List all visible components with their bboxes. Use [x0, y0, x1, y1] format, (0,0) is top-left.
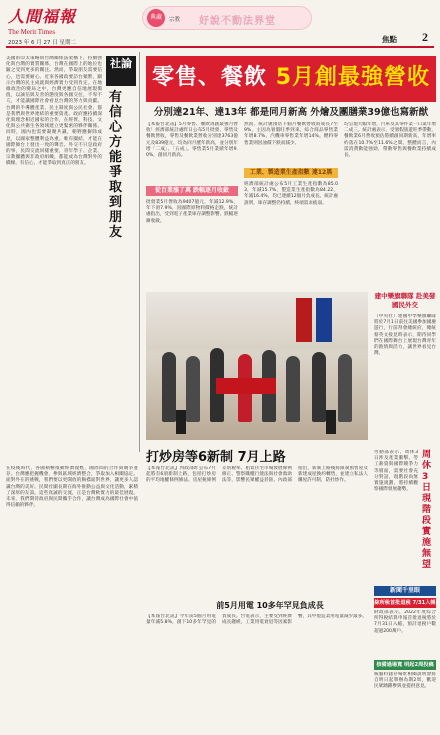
photo-person: [186, 356, 200, 422]
promo-banner[interactable]: [142, 6, 312, 30]
lead-col-2b-text: 經濟部統計處公布5月工業生產指數為85.03，年減15.7%，製造業生產指數為84.22，年減16.4%，均已連續12個月負成長。統計處說明，庫存調整仍持續，終端需求疲弱。: [244, 182, 338, 206]
photo-caption: [374, 292, 436, 440]
editorial-title[interactable]: 有信心方能爭取到朋友: [109, 90, 123, 240]
sidebar-story-body: 勞動部表示，周休3日涉及產業衝擊、勞工薪資與國際競爭力等層面，需要社會充分對話，現階段尚無實施規劃，將持續觀察國際發展趨勢。: [374, 450, 418, 493]
photo-person: [312, 352, 326, 422]
issue-date: 2023 年 6 月 27 日 星期二: [8, 40, 76, 46]
photo-caption-title: 建中樂旗聯隊 赴美發國民外交: [374, 292, 436, 309]
story3-headline[interactable]: 前5月用電 10多年罕見負成長: [216, 601, 324, 610]
editorial-column: [6, 50, 138, 460]
photo-person: [338, 354, 352, 422]
lead-col-2: [244, 122, 338, 278]
story3-body: 【本報台北訊】今年前5個月用電量年減5.8%，創下10多年罕見的負成長。台電表示，主要受到經濟成長趨緩、工業用電衰退等因素影響，其中製造業用電量減少最多。: [146, 614, 367, 626]
lead-headline-part-b: 5月創最強營收: [275, 65, 430, 90]
photo-flag: [296, 298, 312, 342]
logo-text: 人間福報: [8, 7, 77, 26]
logo-english: The Merit Times: [8, 28, 56, 36]
photo-caption-body: （中央社）建國中學樂旗聯隊將於7月1日前往美國參加國慶遊行，行前拜會總統府，總統蔡英文接見時表示，期待同學們在國際舞台上展現台灣青年的熱情與活力，讓世界看見台灣。: [374, 314, 436, 357]
news-photo[interactable]: [146, 292, 368, 440]
photo-person: [286, 356, 300, 422]
editorial-label-text: 社論: [110, 57, 132, 70]
photo-wall: [146, 292, 368, 350]
news-brief-1-title[interactable]: 綜所稅首批退稅 7/31入帳: [374, 600, 436, 606]
lead-headline: [146, 60, 436, 91]
photo-stand: [176, 410, 186, 434]
lead-headline-part-a: 零售、餐飲: [152, 65, 268, 90]
photo-person: [162, 352, 176, 422]
lead-box-1-title: 從百業漲了萬 跌幅逐月收斂: [146, 186, 238, 196]
story2-body: 【本報台北訊】內政部昨公布7月起將有6項新制上路，包括打炒房的平均地權條例修法、房屋稅條例差別稅率、租賃住宅市場發展條例修正、警察職權行使法與社會救助法等，影響民眾權益甚鉅。內政部指出，新制上路後將限制預售屋及新建成屋換約轉售，並建立私法人購屋許可制，防杜炒作。: [146, 466, 368, 484]
sidebar-story: [374, 446, 436, 582]
promo-badge: 典藏: [147, 9, 165, 27]
sidebar-story-title[interactable]: 周休3日 現階段實施無望: [422, 450, 432, 570]
editorial-continued: 在疫後時代，各國積極推動經濟復甦，國際間的合作與競爭並存。台灣應把握機會，參與區域經濟整合，爭取加入相關協定。面對外在的挑戰，我們要以更開放的胸襟面對世界，讓更多人認識台灣的美好。民間社團長期在海外推動公益與文化活動，累積了深厚的友誼。這些真誠的交流，正是台灣軟實力的最佳展現。未來，我們期待政府與民間攜手合作，讓台灣成為國際社會中值得信賴的夥伴。: [6, 466, 138, 509]
photo-stand: [326, 410, 336, 434]
news-brief-header: 新聞千里眼: [374, 586, 436, 596]
lead-headline-banner[interactable]: [146, 56, 436, 102]
lead-box-2-title: 工業、製造業生產指數 連12黑: [244, 168, 338, 178]
lead-col-1: [146, 122, 238, 278]
promo-text: 好說不動法界堂: [199, 16, 276, 27]
masthead: [0, 0, 440, 44]
lead-subhead: 分別達21年、達13年 都是同月新高 外燴及團膳業39億也寫新猷: [153, 107, 429, 118]
promo-tag: 宗教: [169, 17, 181, 23]
newspaper-logo[interactable]: [8, 4, 78, 28]
news-brief-2-title[interactable]: 核備過場寬 明起2周投稿: [374, 660, 436, 670]
masthead-divider: [6, 46, 434, 48]
news-brief-2-body: 核廢料儲存場址相關說明會將自明日起舉辦為期2周，歡迎民眾踴躍參與並提供意見。: [374, 672, 436, 690]
column-divider: [139, 52, 140, 452]
photo-banner: [216, 378, 276, 394]
editorial-label: [106, 56, 136, 86]
section-name: 焦點: [382, 35, 397, 44]
lead-col-2-text: 然而，統計處預估下個月餐飲營收將成長7至9%，主因為暑假旺季到來。綜合商品零售業年增8.7%，汽機車零售業年增14%。燃料零售業則因油價下跌而減少。: [244, 122, 338, 146]
news-brief-1-body: 財政部表示，2022年度綜合所得稅結算申報首批退稅將於7月31日入帳，預計退稅戶數超過200萬戶。: [374, 610, 436, 634]
photo-flag-2: [316, 298, 332, 342]
editorial-body: 美國的印太策略與台灣關係法架構下，持續強化與台灣的實質關係，台灣在國際上的地位也隨之受到更多的關注。然而，爭取朋友需要信心，也需要耐心。近來各國政要訪台頻繁，顯示台灣的民主成就與經濟實力受到肯定。在地緣政治的變局之中，台灣更應自信地展現價值，以誠信與友善的態度與各國交往，不卑不亢，才能讓國際社會看見台灣的努力與貢獻。台灣的半導體產業、民主制度與公民社會，都是我們與世界連結的重要資產。政府應持續深化與理念相近國家的合作，在經貿、科技、文化與公共衛生各領域建立更緊密的夥伴關係。同時，國內也需要凝聚共識，朝野應摒除成見，以國家整體利益為重。唯有團結，才能在國際舞台上發出一致的聲音。外交不只是政府的事，民間交流同樣重要，青年學子、企業、宗教團體與非政府組織，都能成為台灣對外的橋樑。有信心，才能爭取到真正的朋友。: [6, 56, 102, 167]
page-number: 2: [422, 30, 428, 44]
lead-col-3: 均呈現大幅年增，汽車及其零件業一口氣年增二成三。統計處表示，受暑假旅遊旺季帶動，餐飲業6月營收預估將續創同期新高，年增率約落在10.7%至11.6%之間。整體而言，內需消費動能強勁，帶動零售與餐飲業持續成長。: [344, 122, 436, 159]
story2-headline[interactable]: 打炒房等6新制 7月上路: [146, 450, 286, 465]
lead-col-1b-text: 批發業5月營收為9407億元，年減12.9%，年下滑7.9%，因國際原物料價格走跌，統計處指出，受到電子產業庫存調整影響，跌幅逐漸收斂。: [146, 200, 238, 224]
lead-col-1-text: 【本報台北訊】5月零售、餐飲再創最強月營收！經濟部統計處昨日公布5月批發、零售及餐飲營收，零售及餐飲業營收分別達3763億元及839億元，均為同月歷年新高，並分別年增「二成」、「五成」。零售業5月業績年增9.0%，創同月新高。: [146, 122, 238, 159]
